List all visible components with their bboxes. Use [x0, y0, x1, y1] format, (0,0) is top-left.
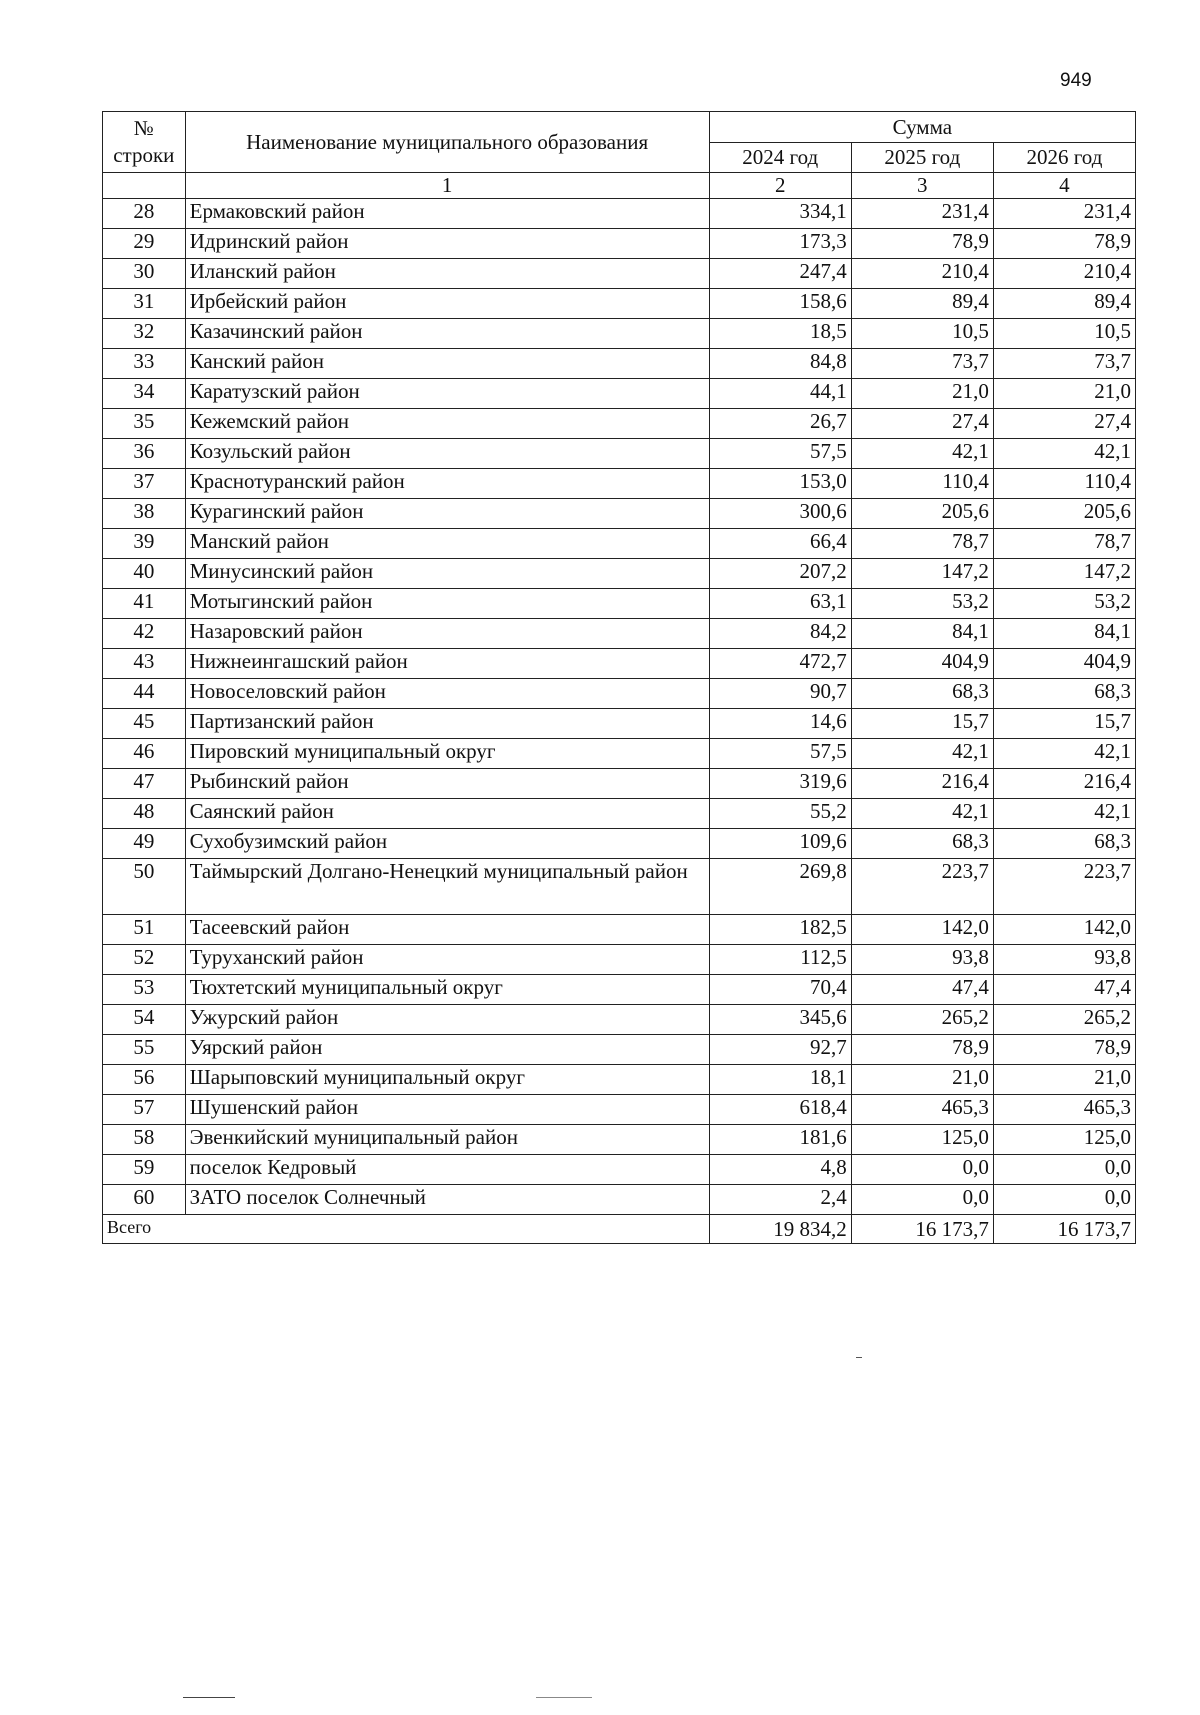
- municipality-name: Уярский район: [185, 1035, 709, 1065]
- scan-mark-left: [183, 1697, 235, 1698]
- amount-2024: 300,6: [709, 499, 851, 529]
- row-number: 37: [103, 469, 186, 499]
- row-number: 48: [103, 799, 186, 829]
- amount-2025: 205,6: [851, 499, 993, 529]
- amount-2024: 269,8: [709, 859, 851, 915]
- row-number: 40: [103, 559, 186, 589]
- amount-2025: 68,3: [851, 679, 993, 709]
- row-number: 44: [103, 679, 186, 709]
- table-row: [103, 915, 1136, 945]
- amount-2026: 125,0: [993, 1125, 1135, 1155]
- amount-2025: 27,4: [851, 409, 993, 439]
- amount-2026: 223,7: [993, 859, 1135, 915]
- total-row: [103, 1215, 1136, 1244]
- municipality-name: Туруханский район: [185, 945, 709, 975]
- amount-2025: 0,0: [851, 1155, 993, 1185]
- amount-2024: 26,7: [709, 409, 851, 439]
- amount-2025: 42,1: [851, 439, 993, 469]
- amount-2024: 181,6: [709, 1125, 851, 1155]
- municipality-name: Канский район: [185, 349, 709, 379]
- row-number: 55: [103, 1035, 186, 1065]
- row-number: 59: [103, 1155, 186, 1185]
- table-row: [103, 1185, 1136, 1215]
- page-number: 949: [1060, 70, 1092, 91]
- table-row: [103, 1005, 1136, 1035]
- amount-2024: 57,5: [709, 739, 851, 769]
- table-row: [103, 589, 1136, 619]
- municipality-name: Шарыповский муниципальный округ: [185, 1065, 709, 1095]
- row-number: 57: [103, 1095, 186, 1125]
- amount-2024: 472,7: [709, 649, 851, 679]
- table-row: [103, 1035, 1136, 1065]
- amount-2024: 182,5: [709, 915, 851, 945]
- amount-2026: 42,1: [993, 799, 1135, 829]
- amount-2025: 210,4: [851, 259, 993, 289]
- municipality-name: Саянский район: [185, 799, 709, 829]
- row-number: 38: [103, 499, 186, 529]
- header-row-number: [103, 112, 186, 173]
- amount-2024: 4,8: [709, 1155, 851, 1185]
- table-row: [103, 349, 1136, 379]
- amount-2026: 0,0: [993, 1185, 1135, 1215]
- row-number: 35: [103, 409, 186, 439]
- scan-dot: [856, 1357, 862, 1358]
- table-row: [103, 259, 1136, 289]
- row-number: 29: [103, 229, 186, 259]
- row-number: 32: [103, 319, 186, 349]
- amount-2025: 110,4: [851, 469, 993, 499]
- municipality-name: Мотыгинский район: [185, 589, 709, 619]
- amount-2025: 265,2: [851, 1005, 993, 1035]
- amount-2026: 231,4: [993, 199, 1135, 229]
- table-row: [103, 199, 1136, 229]
- amount-2025: 125,0: [851, 1125, 993, 1155]
- table-row: [103, 1065, 1136, 1095]
- table-row: [103, 1095, 1136, 1125]
- amount-2025: 78,9: [851, 1035, 993, 1065]
- amount-2026: 216,4: [993, 769, 1135, 799]
- amount-2024: 18,5: [709, 319, 851, 349]
- municipality-name: Тасеевский район: [185, 915, 709, 945]
- row-number: 50: [103, 859, 186, 915]
- row-number: 43: [103, 649, 186, 679]
- amount-2026: 110,4: [993, 469, 1135, 499]
- municipality-name: Каратузский район: [185, 379, 709, 409]
- amount-2026: 404,9: [993, 649, 1135, 679]
- row-number: 28: [103, 199, 186, 229]
- header-year-2025: 2025 год: [851, 143, 993, 173]
- amount-2024: 247,4: [709, 259, 851, 289]
- row-number: 39: [103, 529, 186, 559]
- total-label: Всего: [103, 1215, 710, 1244]
- row-number: 60: [103, 1185, 186, 1215]
- total-2026: 16 173,7: [993, 1215, 1135, 1244]
- amount-2025: 78,9: [851, 229, 993, 259]
- table-row: [103, 709, 1136, 739]
- municipality-name: Манский район: [185, 529, 709, 559]
- amount-2025: 53,2: [851, 589, 993, 619]
- amount-2025: 89,4: [851, 289, 993, 319]
- municipality-name: поселок Кедровый: [185, 1155, 709, 1185]
- amount-2026: 465,3: [993, 1095, 1135, 1125]
- municipality-name: Нижнеингашский район: [185, 649, 709, 679]
- municipality-name: Тюхтетский муниципальный округ: [185, 975, 709, 1005]
- row-number: 46: [103, 739, 186, 769]
- budget-table: [102, 111, 1136, 1244]
- table-row: [103, 529, 1136, 559]
- total-2025: 16 173,7: [851, 1215, 993, 1244]
- column-number-4: 4: [993, 173, 1135, 199]
- amount-2025: 93,8: [851, 945, 993, 975]
- table-row: [103, 289, 1136, 319]
- amount-2026: 10,5: [993, 319, 1135, 349]
- table-row: [103, 499, 1136, 529]
- municipality-name: Ужурский район: [185, 1005, 709, 1035]
- municipality-name: Ирбейский район: [185, 289, 709, 319]
- table-row: [103, 859, 1136, 915]
- amount-2024: 2,4: [709, 1185, 851, 1215]
- amount-2026: 89,4: [993, 289, 1135, 319]
- municipality-name: Кежемский район: [185, 409, 709, 439]
- amount-2026: 68,3: [993, 829, 1135, 859]
- amount-2026: 84,1: [993, 619, 1135, 649]
- row-number: 36: [103, 439, 186, 469]
- amount-2025: 21,0: [851, 1065, 993, 1095]
- amount-2025: 47,4: [851, 975, 993, 1005]
- municipality-name: Краснотуранский район: [185, 469, 709, 499]
- row-number: 33: [103, 349, 186, 379]
- total-2024: 19 834,2: [709, 1215, 851, 1244]
- row-number: 53: [103, 975, 186, 1005]
- amount-2025: 231,4: [851, 199, 993, 229]
- amount-2026: 53,2: [993, 589, 1135, 619]
- municipality-name: Ермаковский район: [185, 199, 709, 229]
- municipality-name: Эвенкийский муниципальный район: [185, 1125, 709, 1155]
- amount-2026: 21,0: [993, 379, 1135, 409]
- amount-2025: 21,0: [851, 379, 993, 409]
- amount-2025: 142,0: [851, 915, 993, 945]
- table-row: [103, 829, 1136, 859]
- municipality-name: Рыбинский район: [185, 769, 709, 799]
- row-number: 56: [103, 1065, 186, 1095]
- amount-2025: 42,1: [851, 799, 993, 829]
- amount-2024: 18,1: [709, 1065, 851, 1095]
- table-header: [103, 112, 1136, 199]
- row-number: 31: [103, 289, 186, 319]
- amount-2025: 147,2: [851, 559, 993, 589]
- scan-mark-center: [536, 1697, 592, 1698]
- amount-2025: 10,5: [851, 319, 993, 349]
- amount-2025: 68,3: [851, 829, 993, 859]
- table-row: [103, 975, 1136, 1005]
- table-body: [103, 199, 1136, 1215]
- table-row: [103, 679, 1136, 709]
- municipality-name: Шушенский район: [185, 1095, 709, 1125]
- table-row: [103, 945, 1136, 975]
- municipality-name: Новоселовский район: [185, 679, 709, 709]
- table-row: [103, 739, 1136, 769]
- table-row: [103, 229, 1136, 259]
- amount-2026: 73,7: [993, 349, 1135, 379]
- amount-2024: 84,8: [709, 349, 851, 379]
- municipality-name: Идринский район: [185, 229, 709, 259]
- row-number: 34: [103, 379, 186, 409]
- amount-2026: 42,1: [993, 439, 1135, 469]
- amount-2025: 73,7: [851, 349, 993, 379]
- amount-2026: 78,7: [993, 529, 1135, 559]
- row-number: 54: [103, 1005, 186, 1035]
- amount-2026: 205,6: [993, 499, 1135, 529]
- row-number: 30: [103, 259, 186, 289]
- header-year-2024: 2024 год: [709, 143, 851, 173]
- amount-2025: 42,1: [851, 739, 993, 769]
- amount-2024: 207,2: [709, 559, 851, 589]
- municipality-name: Назаровский район: [185, 619, 709, 649]
- amount-2026: 147,2: [993, 559, 1135, 589]
- table-row: [103, 1125, 1136, 1155]
- amount-2025: 84,1: [851, 619, 993, 649]
- amount-2025: 223,7: [851, 859, 993, 915]
- row-number: 51: [103, 915, 186, 945]
- amount-2024: 345,6: [709, 1005, 851, 1035]
- column-number-blank: [103, 173, 186, 199]
- municipality-name: Сухобузимский район: [185, 829, 709, 859]
- row-number: 42: [103, 619, 186, 649]
- municipality-name: Таймырский Долгано-Ненецкий муниципальный район: [185, 859, 709, 915]
- amount-2024: 66,4: [709, 529, 851, 559]
- amount-2026: 42,1: [993, 739, 1135, 769]
- amount-2026: 78,9: [993, 229, 1135, 259]
- table-row: [103, 319, 1136, 349]
- amount-2024: 84,2: [709, 619, 851, 649]
- amount-2024: 55,2: [709, 799, 851, 829]
- table-row: [103, 559, 1136, 589]
- table-row: [103, 619, 1136, 649]
- amount-2024: 319,6: [709, 769, 851, 799]
- amount-2025: 0,0: [851, 1185, 993, 1215]
- amount-2026: 68,3: [993, 679, 1135, 709]
- header-municipality-name: Наименование муниципального образования: [185, 112, 709, 173]
- municipality-name: Иланский район: [185, 259, 709, 289]
- row-number: 49: [103, 829, 186, 859]
- municipality-name: Пировский муниципальный округ: [185, 739, 709, 769]
- table-row: [103, 379, 1136, 409]
- amount-2024: 173,3: [709, 229, 851, 259]
- header-row-number-label: № строки: [113, 116, 175, 167]
- amount-2025: 465,3: [851, 1095, 993, 1125]
- municipality-name: Казачинский район: [185, 319, 709, 349]
- amount-2025: 78,7: [851, 529, 993, 559]
- table-row: [103, 409, 1136, 439]
- table-row: [103, 1155, 1136, 1185]
- table-row: [103, 769, 1136, 799]
- amount-2024: 63,1: [709, 589, 851, 619]
- table-row: [103, 469, 1136, 499]
- amount-2024: 14,6: [709, 709, 851, 739]
- amount-2026: 47,4: [993, 975, 1135, 1005]
- municipality-name: Козульский район: [185, 439, 709, 469]
- column-number-1: 1: [185, 173, 709, 199]
- header-sum: Сумма: [709, 112, 1135, 143]
- amount-2025: 15,7: [851, 709, 993, 739]
- amount-2026: 142,0: [993, 915, 1135, 945]
- table-row: [103, 799, 1136, 829]
- row-number: 52: [103, 945, 186, 975]
- amount-2024: 92,7: [709, 1035, 851, 1065]
- municipality-name: Минусинский район: [185, 559, 709, 589]
- amount-2024: 153,0: [709, 469, 851, 499]
- table-footer: [103, 1215, 1136, 1244]
- header-year-2026: 2026 год: [993, 143, 1135, 173]
- amount-2024: 44,1: [709, 379, 851, 409]
- row-number: 45: [103, 709, 186, 739]
- table-row: [103, 439, 1136, 469]
- amount-2025: 216,4: [851, 769, 993, 799]
- amount-2024: 158,6: [709, 289, 851, 319]
- amount-2026: 27,4: [993, 409, 1135, 439]
- municipality-name: ЗАТО поселок Солнечный: [185, 1185, 709, 1215]
- municipality-name: Курагинский район: [185, 499, 709, 529]
- amount-2026: 265,2: [993, 1005, 1135, 1035]
- amount-2024: 70,4: [709, 975, 851, 1005]
- municipality-name: Партизанский район: [185, 709, 709, 739]
- amount-2024: 334,1: [709, 199, 851, 229]
- row-number: 41: [103, 589, 186, 619]
- amount-2026: 21,0: [993, 1065, 1135, 1095]
- amount-2026: 210,4: [993, 259, 1135, 289]
- amount-2024: 109,6: [709, 829, 851, 859]
- amount-2024: 90,7: [709, 679, 851, 709]
- amount-2026: 0,0: [993, 1155, 1135, 1185]
- row-number: 47: [103, 769, 186, 799]
- amount-2025: 404,9: [851, 649, 993, 679]
- amount-2024: 112,5: [709, 945, 851, 975]
- amount-2024: 618,4: [709, 1095, 851, 1125]
- column-number-3: 3: [851, 173, 993, 199]
- row-number: 58: [103, 1125, 186, 1155]
- amount-2026: 78,9: [993, 1035, 1135, 1065]
- amount-2026: 15,7: [993, 709, 1135, 739]
- column-number-2: 2: [709, 173, 851, 199]
- table-row: [103, 649, 1136, 679]
- amount-2026: 93,8: [993, 945, 1135, 975]
- amount-2024: 57,5: [709, 439, 851, 469]
